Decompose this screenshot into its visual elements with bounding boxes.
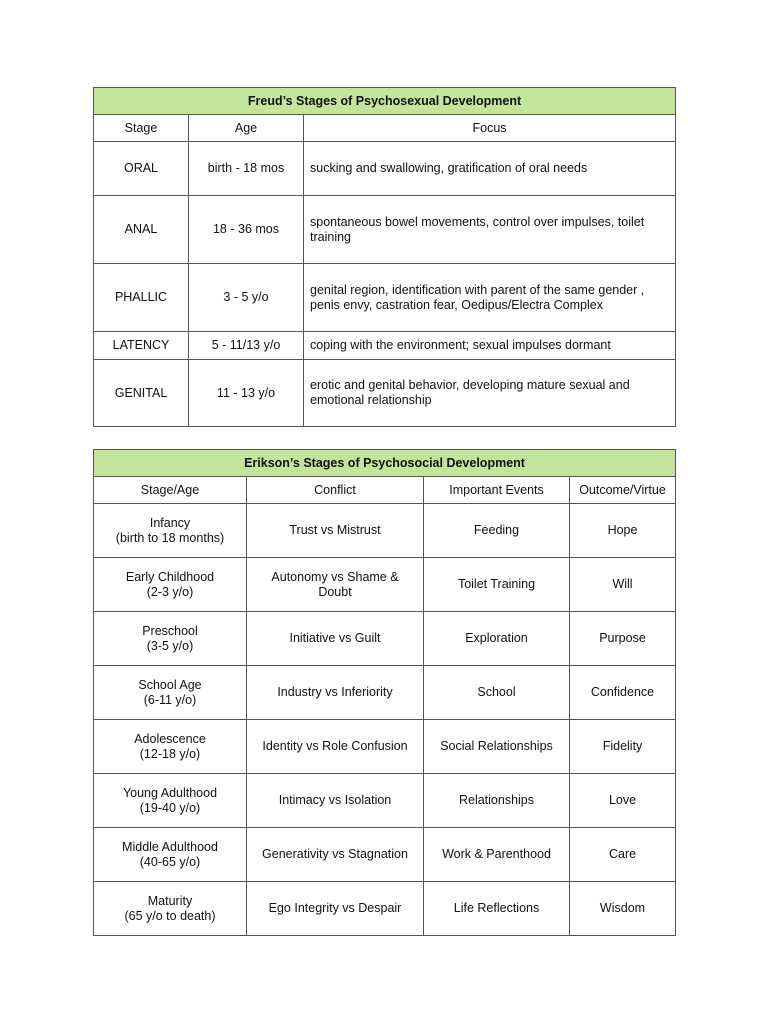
freud-focus: sucking and swallowing, gratification of oral needs <box>304 142 676 196</box>
erikson-conflict: Autonomy vs Shame & Doubt <box>247 558 424 612</box>
table-row <box>94 666 676 720</box>
erikson-conflict: Identity vs Role Confusion <box>247 720 424 774</box>
erikson-table <box>93 449 676 936</box>
erikson-conflict: Industry vs Inferiority <box>247 666 424 720</box>
table-row <box>94 828 676 882</box>
erikson-stage: Adolescence <box>134 731 206 746</box>
table-row <box>94 882 676 936</box>
erikson-stage-cell <box>94 882 247 936</box>
freud-title-row <box>94 88 676 115</box>
table-row <box>94 264 676 332</box>
table-row <box>94 196 676 264</box>
erikson-events: Toilet Training <box>424 558 570 612</box>
freud-header-row <box>94 115 676 142</box>
erikson-stage-cell <box>94 504 247 558</box>
freud-header-focus: Focus <box>304 115 676 142</box>
erikson-stage: Infancy <box>149 515 191 530</box>
table-row <box>94 504 676 558</box>
erikson-stage-cell <box>94 666 247 720</box>
freud-focus: genital region, identification with parent of the same gender , penis envy, castration fear, Oedipus/Electra Complex <box>304 264 676 332</box>
erikson-virtue: Purpose <box>570 612 676 666</box>
erikson-age: (19-40 y/o) <box>139 800 201 815</box>
erikson-events: School <box>424 666 570 720</box>
table-row <box>94 612 676 666</box>
erikson-age: (65 y/o to death) <box>124 908 216 923</box>
freud-age: 18 - 36 mos <box>189 196 304 264</box>
erikson-events: Exploration <box>424 612 570 666</box>
erikson-virtue: Will <box>570 558 676 612</box>
erikson-stage: Young Adulthood <box>122 785 218 800</box>
erikson-header-stage-age: Stage/Age <box>94 477 247 504</box>
erikson-header-events: Important Events <box>424 477 570 504</box>
erikson-conflict: Ego Integrity vs Despair <box>247 882 424 936</box>
freud-age: 5 - 11/13 y/o <box>189 332 304 360</box>
table-row <box>94 558 676 612</box>
freud-table <box>93 87 676 427</box>
freud-age: 3 - 5 y/o <box>189 264 304 332</box>
erikson-virtue: Wisdom <box>570 882 676 936</box>
erikson-conflict: Intimacy vs Isolation <box>247 774 424 828</box>
erikson-conflict: Generativity vs Stagnation <box>247 828 424 882</box>
table-row <box>94 360 676 427</box>
freud-table-title: Freud’s Stages of Psychosexual Development <box>94 88 676 115</box>
erikson-stage-cell <box>94 612 247 666</box>
freud-stage: ANAL <box>94 196 189 264</box>
erikson-stage-cell <box>94 828 247 882</box>
freud-focus: coping with the environment; sexual impulses dormant <box>304 332 676 360</box>
erikson-stage: Early Childhood <box>125 569 215 584</box>
freud-age: 11 - 13 y/o <box>189 360 304 427</box>
freud-focus: spontaneous bowel movements, control over impulses, toilet training <box>304 196 676 264</box>
erikson-stage: Middle Adulthood <box>122 839 218 854</box>
freud-stage: GENITAL <box>94 360 189 427</box>
erikson-age: (3-5 y/o) <box>146 638 194 653</box>
erikson-title-row <box>94 450 676 477</box>
erikson-header-conflict: Conflict <box>247 477 424 504</box>
freud-focus: erotic and genital behavior, developing mature sexual and emotional relationship <box>304 360 676 427</box>
freud-stage: LATENCY <box>94 332 189 360</box>
erikson-stage: Preschool <box>142 623 198 638</box>
freud-stage: ORAL <box>94 142 189 196</box>
table-row <box>94 774 676 828</box>
erikson-events: Social Relationships <box>424 720 570 774</box>
erikson-age: (40-65 y/o) <box>139 854 201 869</box>
freud-header-stage: Stage <box>94 115 189 142</box>
table-row <box>94 720 676 774</box>
erikson-header-row <box>94 477 676 504</box>
erikson-conflict: Trust vs Mistrust <box>247 504 424 558</box>
freud-age: birth - 18 mos <box>189 142 304 196</box>
erikson-stage-cell <box>94 774 247 828</box>
erikson-events: Life Reflections <box>424 882 570 936</box>
erikson-age: (birth to 18 months) <box>115 530 225 545</box>
erikson-stage-cell <box>94 558 247 612</box>
erikson-events: Relationships <box>424 774 570 828</box>
erikson-stage: Maturity <box>147 893 193 908</box>
erikson-events: Feeding <box>424 504 570 558</box>
erikson-age: (12-18 y/o) <box>139 746 201 761</box>
erikson-virtue: Hope <box>570 504 676 558</box>
freud-stage: PHALLIC <box>94 264 189 332</box>
erikson-table-title: Erikson’s Stages of Psychosocial Development <box>94 450 676 477</box>
erikson-conflict: Initiative vs Guilt <box>247 612 424 666</box>
erikson-header-virtue: Outcome/Virtue <box>570 477 676 504</box>
erikson-stage-cell <box>94 720 247 774</box>
erikson-virtue: Care <box>570 828 676 882</box>
erikson-virtue: Love <box>570 774 676 828</box>
erikson-virtue: Fidelity <box>570 720 676 774</box>
erikson-events: Work & Parenthood <box>424 828 570 882</box>
table-row <box>94 142 676 196</box>
erikson-virtue: Confidence <box>570 666 676 720</box>
erikson-age: (2-3 y/o) <box>146 584 194 599</box>
erikson-age: (6-11 y/o) <box>143 692 197 707</box>
erikson-stage: School Age <box>138 677 202 692</box>
table-row <box>94 332 676 360</box>
freud-header-age: Age <box>189 115 304 142</box>
